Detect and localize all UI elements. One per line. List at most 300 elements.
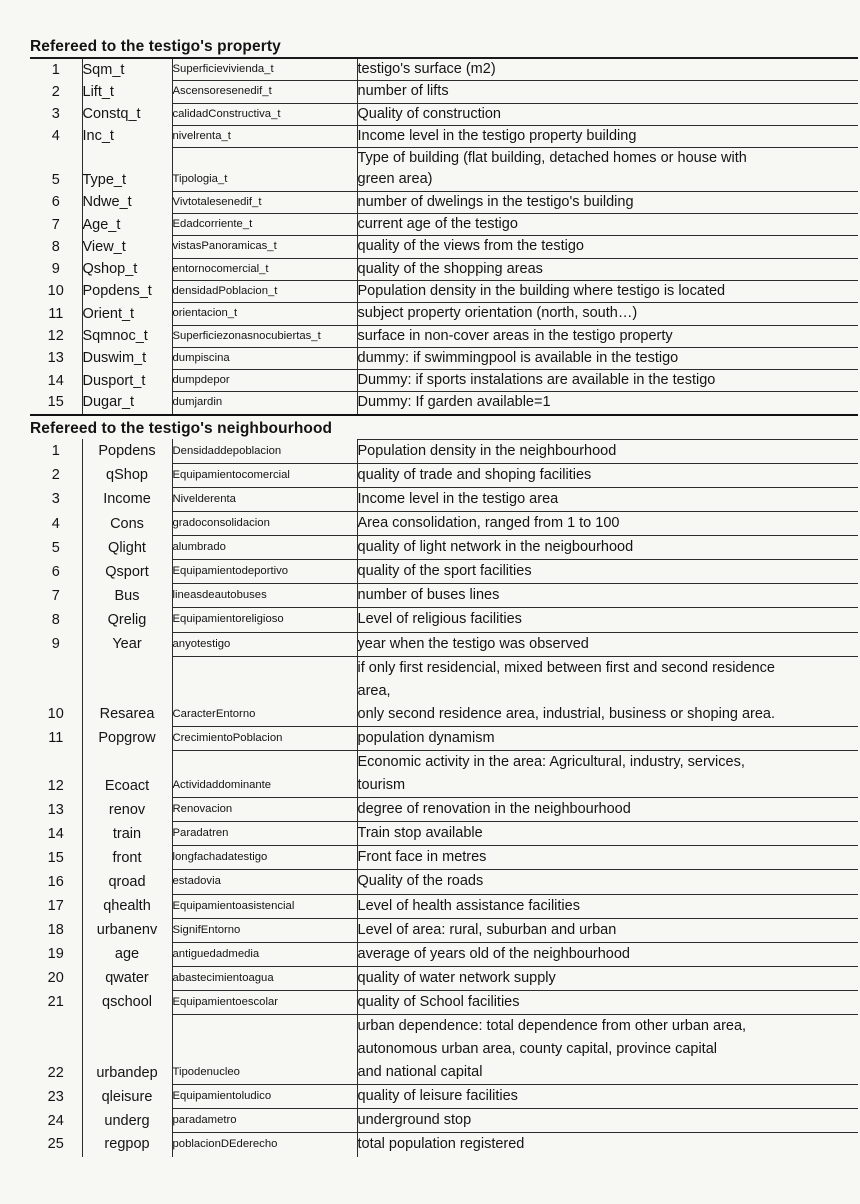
description-line: Area consolidation, ranged from 1 to 100 — [357, 515, 620, 532]
short-name: Dusport_t — [82, 372, 146, 389]
variable-row — [30, 536, 858, 560]
variable-name-cell — [172, 325, 357, 347]
short-name-cell — [82, 303, 172, 325]
short-name: Popgrow — [98, 730, 156, 747]
short-name: qroad — [108, 873, 146, 890]
variable-row — [30, 608, 858, 632]
variable-name-cell — [172, 656, 357, 726]
variable-name: Equipamientoreligioso — [172, 613, 284, 626]
row-number-cell — [30, 347, 82, 369]
short-name: Qsport — [105, 563, 149, 580]
description-cell — [357, 347, 858, 369]
short-name: Dugar_t — [82, 394, 135, 411]
description-cell — [357, 103, 858, 125]
short-name: qwater — [105, 970, 149, 987]
variable-name-cell — [172, 125, 357, 147]
row-number-cell — [30, 439, 82, 463]
row-number-cell — [30, 487, 82, 511]
variable-name: Edadcorriente_t — [172, 218, 253, 231]
description-line: number of dwelings in the testigo's building — [357, 193, 634, 210]
variable-row — [30, 347, 858, 369]
short-name: Sqmnoc_t — [82, 328, 148, 345]
short-name: underg — [104, 1112, 150, 1129]
description-line: quality of water network supply — [357, 969, 556, 986]
description-line: Level of area: rural, suburban and urban — [357, 921, 617, 938]
description-line: testigo's surface (m2) — [357, 61, 496, 77]
short-name: age — [114, 946, 140, 963]
variable-name-cell — [172, 1015, 357, 1085]
variable-name: alumbrado — [172, 541, 226, 554]
description-line: autonomous urban area, county capital, province capital — [357, 1041, 717, 1058]
short-name: View_t — [82, 238, 126, 255]
description-line: Level of health assistance facilities — [357, 897, 580, 914]
row-number: 12 — [47, 777, 64, 794]
row-number: 2 — [51, 83, 60, 100]
description-cell — [357, 726, 858, 750]
short-name-cell — [82, 103, 172, 125]
description-line: tourism — [357, 777, 406, 794]
variable-name: orientacion_t — [172, 307, 238, 320]
short-name: Qshop_t — [82, 261, 138, 278]
short-name-cell — [82, 347, 172, 369]
short-name-cell — [82, 750, 172, 797]
description-line: area, — [357, 682, 391, 699]
description-line: Income level in the testigo area — [357, 490, 559, 507]
row-number: 13 — [47, 801, 64, 818]
description-line: and national capital — [357, 1064, 483, 1081]
variable-name-cell — [172, 370, 357, 392]
description-cell — [357, 608, 858, 632]
short-name: Income — [103, 491, 151, 508]
variable-row — [30, 59, 858, 81]
row-number-cell — [30, 280, 82, 302]
description-cell — [357, 560, 858, 584]
short-name: Qlight — [108, 539, 146, 556]
row-number: 10 — [47, 283, 64, 300]
description-line: quality of the shopping areas — [357, 260, 543, 277]
variable-name-cell — [172, 584, 357, 608]
variable-row — [30, 487, 858, 511]
short-name-cell — [82, 632, 172, 656]
variable-name-cell — [172, 1133, 357, 1157]
row-number: 14 — [47, 372, 64, 389]
short-name: train — [112, 825, 142, 842]
row-number-cell — [30, 463, 82, 487]
row-number-cell — [30, 512, 82, 536]
section-title-property: Refereed to the testigo's property — [30, 38, 858, 59]
description-line: Economic activity in the area: Agricultural, industry, services, — [357, 753, 745, 770]
description-line: total population registered — [357, 1136, 525, 1153]
description-line: quality of light network in the neigbourhood — [357, 539, 634, 556]
short-name-cell — [82, 214, 172, 236]
short-name-cell — [82, 191, 172, 213]
variable-name-cell — [172, 1109, 357, 1133]
variable-name: CaracterEntorno — [172, 707, 256, 720]
variable-name: vistasPanoramicas_t — [172, 240, 277, 253]
row-number-cell — [30, 370, 82, 392]
row-number: 20 — [47, 970, 64, 987]
variable-name-cell — [172, 392, 357, 415]
variable-name: anyotestigo — [172, 637, 231, 650]
variable-row — [30, 512, 858, 536]
variable-name: Nivelderenta — [172, 492, 236, 505]
description-cell — [357, 894, 858, 918]
description-line: Front face in metres — [357, 849, 487, 866]
variable-name: dumjardin — [172, 396, 223, 409]
short-name-cell — [82, 258, 172, 280]
short-name: renov — [108, 801, 146, 818]
section-testigo-neighbourhood — [30, 420, 860, 1157]
row-number: 9 — [51, 636, 60, 652]
short-name: Sqm_t — [82, 61, 125, 78]
short-name: Cons — [110, 515, 144, 532]
variable-name-cell — [172, 990, 357, 1014]
short-name-cell — [82, 59, 172, 81]
variable-name: Renovacion — [172, 803, 233, 816]
row-number-cell — [30, 846, 82, 870]
row-number: 23 — [47, 1088, 64, 1105]
row-number-cell — [30, 103, 82, 125]
short-name-cell — [82, 894, 172, 918]
row-number-cell — [30, 59, 82, 81]
row-number: 3 — [51, 106, 60, 123]
short-name-cell — [82, 325, 172, 347]
row-number: 7 — [51, 216, 60, 233]
description-cell — [357, 512, 858, 536]
variable-row — [30, 81, 858, 103]
variable-name: densidadPoblacion_t — [172, 284, 278, 297]
description-cell — [357, 392, 858, 415]
variable-row — [30, 125, 858, 147]
row-number: 4 — [51, 128, 60, 145]
short-name-cell — [82, 536, 172, 560]
variable-name-cell — [172, 726, 357, 750]
short-name-cell — [82, 966, 172, 990]
row-number-cell — [30, 822, 82, 846]
row-number-cell — [30, 1015, 82, 1085]
description-line: quality of School facilities — [357, 993, 520, 1010]
short-name: Duswim_t — [82, 350, 147, 367]
description-line: Population density in the neighbourhood — [357, 442, 617, 459]
short-name: Resarea — [99, 706, 155, 723]
short-name-cell — [82, 81, 172, 103]
row-number: 4 — [51, 515, 60, 532]
variable-name: abastecimientoagua — [172, 971, 274, 984]
row-number-cell — [30, 560, 82, 584]
row-number: 11 — [48, 730, 64, 747]
row-number-cell — [30, 148, 82, 192]
description-cell — [357, 918, 858, 942]
row-number: 2 — [51, 467, 60, 484]
description-line: green area) — [357, 171, 433, 188]
description-cell — [357, 990, 858, 1014]
row-number-cell — [30, 870, 82, 894]
variable-name-cell — [172, 822, 357, 846]
description-line: degree of renovation in the neighbourhood — [357, 801, 631, 818]
variable-row — [30, 370, 858, 392]
short-name: Ndwe_t — [82, 194, 132, 211]
section-title-neighbourhood: Refereed to the testigo's neighbourhood — [30, 419, 333, 437]
variable-name: calidadConstructiva_t — [172, 107, 281, 120]
variable-name: Paradatren — [172, 827, 229, 840]
variable-name-cell — [172, 191, 357, 213]
variable-name: Equipamientodeportivo — [172, 565, 289, 578]
short-name-cell — [82, 463, 172, 487]
row-number-cell — [30, 1085, 82, 1109]
variable-row — [30, 148, 858, 192]
variable-name-cell — [172, 439, 357, 463]
row-number: 10 — [47, 706, 64, 723]
short-name: qleisure — [101, 1088, 153, 1105]
description-cell — [357, 370, 858, 392]
short-name-cell — [82, 798, 172, 822]
variable-name: Vivtotalesenedif_t — [172, 195, 262, 208]
property-variables-table — [30, 59, 858, 416]
row-number-cell — [30, 608, 82, 632]
short-name-cell — [82, 487, 172, 511]
row-number: 8 — [51, 611, 60, 628]
row-number-cell — [30, 990, 82, 1014]
variable-row — [30, 1109, 858, 1133]
description-line: subject property orientation (north, south…) — [357, 305, 638, 322]
variable-name-cell — [172, 870, 357, 894]
variable-name-cell — [172, 750, 357, 797]
variable-row — [30, 656, 858, 726]
description-line: number of buses lines — [357, 587, 500, 604]
variable-name: lineasdeautobuses — [172, 589, 267, 602]
row-number-cell — [30, 258, 82, 280]
short-name: regpop — [104, 1136, 150, 1153]
variable-name: estadovia — [172, 875, 221, 888]
description-line: Level of religious facilities — [357, 611, 522, 628]
row-number: 8 — [51, 238, 60, 255]
variable-name-cell — [172, 148, 357, 192]
row-number: 5 — [51, 539, 60, 556]
short-name-cell — [82, 942, 172, 966]
description-line: quality of trade and shoping facilities — [357, 466, 592, 483]
variable-name-cell — [172, 942, 357, 966]
row-number-cell — [30, 632, 82, 656]
row-number-cell — [30, 536, 82, 560]
section-testigo-property — [30, 38, 860, 416]
description-cell — [357, 846, 858, 870]
description-line: quality of the views from the testigo — [357, 238, 584, 255]
variable-row — [30, 918, 858, 942]
variable-row — [30, 726, 858, 750]
short-name: Lift_t — [82, 83, 114, 100]
variable-name-cell — [172, 487, 357, 511]
description-cell — [357, 214, 858, 236]
row-number: 12 — [47, 328, 64, 345]
variable-row — [30, 325, 858, 347]
variable-name: SignifEntorno — [172, 923, 241, 936]
description-line: dummy: if swimmingpool is available in the testigo — [357, 349, 679, 366]
description-line: surface in non-cover areas in the testigo property — [357, 327, 673, 344]
description-line: only second residence area, industrial, business or shoping area. — [357, 705, 776, 722]
row-number: 15 — [47, 849, 64, 866]
description-cell — [357, 1109, 858, 1133]
short-name: qShop — [106, 467, 148, 484]
variable-row — [30, 966, 858, 990]
short-name-cell — [82, 1133, 172, 1157]
variable-row — [30, 942, 858, 966]
variable-name: entornocomercial_t — [172, 262, 269, 275]
description-cell — [357, 1015, 858, 1085]
description-line: Dummy: if sports instalations are available in the testigo — [357, 372, 716, 389]
variable-name-cell — [172, 258, 357, 280]
variable-row — [30, 236, 858, 258]
variable-name-cell — [172, 280, 357, 302]
row-number: 17 — [47, 898, 64, 915]
description-line: Train stop available — [357, 825, 483, 842]
description-cell — [357, 463, 858, 487]
row-number-cell — [30, 942, 82, 966]
short-name-cell — [82, 870, 172, 894]
description-cell — [357, 822, 858, 846]
row-number-cell — [30, 894, 82, 918]
variable-name-cell — [172, 894, 357, 918]
variable-row — [30, 560, 858, 584]
variable-name-cell — [172, 632, 357, 656]
variable-name-cell — [172, 347, 357, 369]
description-line: quality of leisure facilities — [357, 1088, 518, 1105]
variable-name: Tipologia_t — [172, 173, 228, 186]
short-name-cell — [82, 512, 172, 536]
row-number-cell — [30, 1133, 82, 1157]
short-name-cell — [82, 990, 172, 1014]
row-number-cell — [30, 798, 82, 822]
variable-name: Equipamientoludico — [172, 1090, 272, 1103]
row-number: 22 — [47, 1064, 64, 1081]
short-name-cell — [82, 280, 172, 302]
short-name: urbandep — [96, 1064, 158, 1081]
description-line: average of years old of the neighbourhood — [357, 945, 630, 962]
description-cell — [357, 148, 858, 192]
description-cell — [357, 280, 858, 302]
short-name: qhealth — [103, 898, 151, 915]
variable-row — [30, 191, 858, 213]
variable-name: antiguedadmedia — [172, 947, 260, 960]
description-line: Type of building (flat building, detached homes or house with — [357, 150, 747, 167]
short-name-cell — [82, 1015, 172, 1085]
description-cell — [357, 439, 858, 463]
row-number-cell — [30, 191, 82, 213]
description-cell — [357, 81, 858, 103]
variable-name-cell — [172, 59, 357, 81]
variable-name-cell — [172, 918, 357, 942]
row-number: 19 — [47, 946, 64, 963]
variable-name: Superficievivienda_t — [172, 63, 274, 75]
row-number: 11 — [48, 305, 64, 322]
variable-name-cell — [172, 103, 357, 125]
variable-row — [30, 258, 858, 280]
variable-row — [30, 750, 858, 797]
variable-row — [30, 870, 858, 894]
description-line: underground stop — [357, 1112, 472, 1129]
description-cell — [357, 125, 858, 147]
variable-row — [30, 798, 858, 822]
variable-row — [30, 822, 858, 846]
variable-name: Densidaddepoblacion — [172, 444, 282, 457]
description-line: year when the testigo was observed — [357, 635, 589, 652]
variable-row — [30, 439, 858, 463]
description-line: Population density in the building where testigo is located — [357, 282, 726, 299]
description-line: if only first residencial, mixed between first and second residence — [357, 659, 775, 676]
variable-name: nivelrenta_t — [172, 129, 231, 142]
row-number-cell — [30, 750, 82, 797]
row-number-cell — [30, 236, 82, 258]
variable-name: Tipodenucleo — [172, 1066, 240, 1079]
description-cell — [357, 966, 858, 990]
variable-row — [30, 1015, 858, 1085]
row-number-cell — [30, 303, 82, 325]
short-name: Bus — [114, 587, 140, 604]
description-cell — [357, 59, 858, 81]
short-name-cell — [82, 918, 172, 942]
variable-row — [30, 846, 858, 870]
short-name-cell — [82, 125, 172, 147]
description-cell — [357, 656, 858, 726]
variable-row — [30, 303, 858, 325]
row-number: 7 — [51, 587, 60, 604]
variable-name-cell — [172, 81, 357, 103]
short-name-cell — [82, 584, 172, 608]
description-cell — [357, 750, 858, 797]
description-cell — [357, 191, 858, 213]
variable-name: longfachadatestigo — [172, 851, 268, 864]
row-number-cell — [30, 125, 82, 147]
short-name: Orient_t — [82, 305, 135, 322]
variable-name-cell — [172, 608, 357, 632]
short-name: Popdens_t — [82, 283, 152, 300]
description-line: quality of the sport facilities — [357, 563, 532, 580]
description-cell — [357, 942, 858, 966]
row-number-cell — [30, 325, 82, 347]
variable-name-cell — [172, 846, 357, 870]
row-number-cell — [30, 726, 82, 750]
variable-row — [30, 1133, 858, 1157]
short-name-cell — [82, 236, 172, 258]
row-number: 16 — [47, 873, 64, 890]
description-line: number of lifts — [357, 83, 449, 100]
short-name: qschool — [102, 994, 152, 1011]
row-number-cell — [30, 966, 82, 990]
row-number-cell — [30, 584, 82, 608]
variable-name-cell — [172, 536, 357, 560]
variable-name: paradametro — [172, 1114, 237, 1127]
row-number: 13 — [47, 350, 64, 367]
short-name-cell — [82, 1085, 172, 1109]
variable-name-cell — [172, 966, 357, 990]
variable-name-cell — [172, 214, 357, 236]
row-number: 15 — [47, 394, 64, 411]
row-number: 1 — [51, 443, 60, 460]
variable-name: Actividaddominante — [172, 779, 272, 792]
description-cell — [357, 584, 858, 608]
row-number-cell — [30, 656, 82, 726]
short-name-cell — [82, 439, 172, 463]
row-number-cell — [30, 81, 82, 103]
variable-row — [30, 584, 858, 608]
short-name-cell — [82, 560, 172, 584]
description-cell — [357, 325, 858, 347]
description-line: Income level in the testigo property building — [357, 127, 637, 144]
short-name-cell — [82, 1109, 172, 1133]
variable-row — [30, 894, 858, 918]
row-number: 14 — [47, 825, 64, 842]
variable-name-cell — [172, 798, 357, 822]
description-line: Quality of the roads — [357, 873, 484, 890]
